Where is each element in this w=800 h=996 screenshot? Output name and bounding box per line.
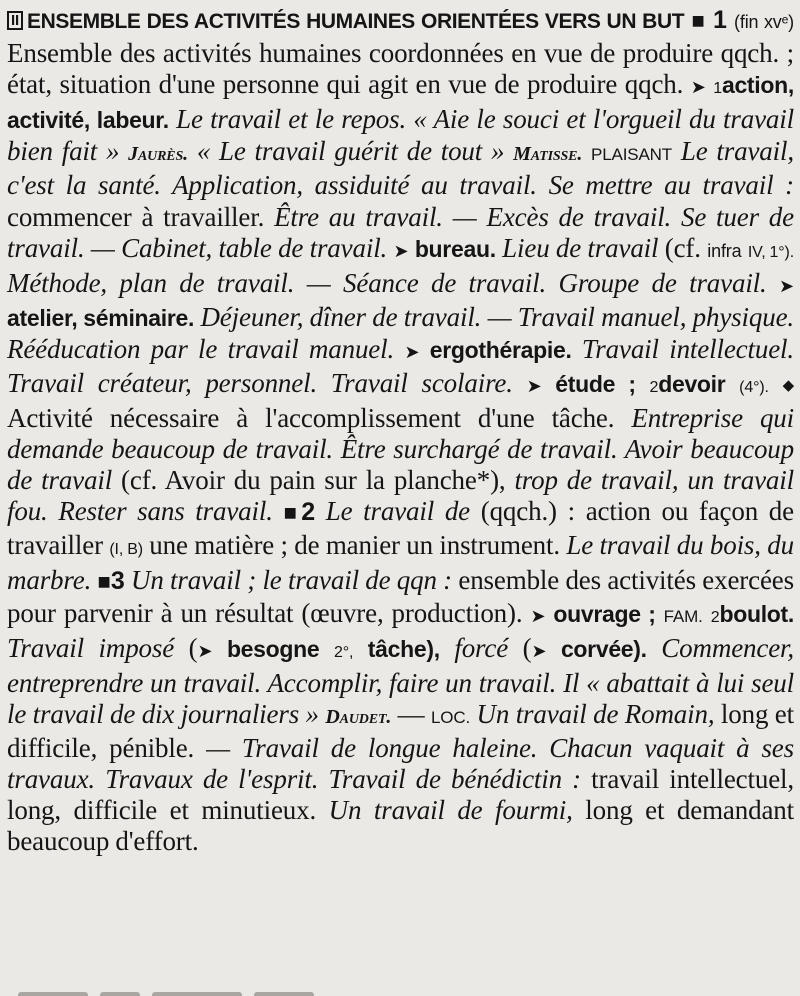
section-number: II bbox=[7, 11, 23, 30]
example: Commencer, entreprendre un travail. Accomplir, faire un travail. Il « abattait à lui seul le travail de dix journaliers » bbox=[7, 632, 795, 729]
example: Déjeuner, dîner de travail. — Travail manuel, physique. Rééducation par le travail manuel. bbox=[7, 301, 794, 364]
sense-number: 2 bbox=[301, 498, 316, 527]
example: Être au travail. — Excès de travail. Se tuer de travail. — Cabinet, table de travail. bbox=[7, 201, 794, 263]
example: Le travail et le repos. « Aie le souci et l'orgueil du travail bien fait » bbox=[7, 104, 794, 167]
cropped-next-line bbox=[18, 984, 348, 996]
right-arrowhead-icon: ➤ bbox=[197, 640, 213, 662]
example: trop de travail, un travail fou. Rester sans travail. bbox=[7, 465, 794, 527]
right-arrowhead-icon: ➤ bbox=[690, 77, 706, 99]
cross-reference-target: (4°). bbox=[739, 379, 769, 397]
example: Travail imposé bbox=[7, 632, 175, 663]
synonyms: atelier, séminaire. bbox=[7, 304, 195, 331]
square-bullet-icon: ■ bbox=[691, 13, 706, 29]
gloss: long et difficile, pénible. bbox=[7, 698, 794, 764]
example: forcé bbox=[454, 632, 509, 663]
cross-reference-target: IV, 1°). bbox=[747, 243, 795, 261]
example: « Le travail guérit de tout » bbox=[196, 136, 505, 167]
right-arrowhead-icon: ➤ bbox=[526, 376, 542, 398]
gloss: long et demandant beaucoup d'effort. bbox=[7, 795, 794, 857]
homonym-number: 2 bbox=[710, 608, 720, 626]
definition: Activité nécessaire à l'accomplissement d'une tâche. bbox=[7, 403, 615, 434]
example: Le travail du bois, du marbre. bbox=[7, 529, 794, 595]
dating: (fin xvᵉ) bbox=[734, 12, 795, 32]
right-arrowhead-icon: ➤ bbox=[530, 605, 546, 627]
synonyms: action, activité, labeur. bbox=[7, 72, 794, 134]
dictionary-entry: II ENSEMBLE DES ACTIVITÉS HUMAINES ORIENTÉES VERS UN BUT ■ 1 (fin xvᵉ) Ensemble des activités humaines coordonnées en vue de produire qqch. ; état, situation d'une personne qui agit en vue de produire qqch. ➤ 1action, activité, labeur. Le travail et le repos. « Aie le souci et l'orgueil du travail bien fait » Jaurès. « Le travail guérit de tout » Matisse. PLAISANT Le travail, c'est la santé. Application, assiduité au travail. Se mettre au travail : commencer à travailler. Être au travail. — Excès de travail. Se tuer de travail. — Cabinet, table de travail. ➤ bureau. Lieu de travail (cf. infra IV, 1°). Méthode, plan de travail. — Séance de travail. Groupe de travail. ➤ atelier, séminaire. Déjeuner, dîner de travail. — Travail manuel, physique. Rééducation par le travail manuel. ➤ ergothérapie. Travail intellectuel. Travail créateur, personnel. Travail scolaire. ➤ étude ; 2devoir (4°). ◆ Activité nécessaire à l'accomplissement d'une tâche. Entreprise qui demande beaucoup de travail. Être surchargé de travail. Avoir beaucoup de travail (cf. Avoir du pain sur la planche*), trop de travail, un travail fou. Rester sans travail. ■2 Le travail de (qqch.) : action ou façon de travailler (I, B) une matière ; de manier un instrument. Le travail du bois, du marbre. ■3 Un travail ; le travail de qqn : ensemble des activités exercées pour parvenir à un résultat (œuvre, production). ➤ ouvrage ; FAM. 2boulot. Travail imposé (➤ besogne 2°, tâche), forcé (➤ corvée). Commencer, entreprendre un travail. Accomplir, faire un travail. Il « abattait à lui seul le travail de dix journaliers » Daudet. — LOC. Un travail de Romain, long et difficile, pénible. — Travail de longue haleine. Chacun vaquait à ses travaux. Travaux de l'esprit. Travail de bénédictin : travail intellectuel, long, difficile et minutieux. Un travail de fourmi, long et demandant beaucoup d'effort. bbox=[7, 6, 795, 857]
definition: action ou façon de travailler bbox=[7, 496, 794, 560]
square-bullet-icon: ■ bbox=[283, 505, 302, 522]
definition: une matière ; de manier un instrument. bbox=[149, 529, 560, 560]
right-arrowhead-icon: ➤ bbox=[531, 640, 547, 662]
right-arrowhead-icon: ➤ bbox=[393, 240, 409, 262]
cross-reference-label: infra bbox=[707, 240, 742, 261]
cross-reference: (cf. Avoir du pain sur la planche*), bbox=[121, 465, 506, 496]
example: Le travail, c'est la santé. Application, assiduité au travail. Se mettre au travail : bbox=[7, 136, 794, 201]
synonyms: besogne bbox=[226, 635, 320, 662]
homonym-number: 2 bbox=[649, 379, 659, 397]
construction: (qqch.) : bbox=[480, 496, 575, 527]
cross-reference-target: 2°, bbox=[333, 643, 354, 661]
example: Entreprise qui demande beaucoup de travail. Être surchargé de travail. Avoir beaucoup de travail bbox=[7, 403, 794, 496]
example: Le travail de bbox=[325, 496, 471, 527]
homonym-number: 1 bbox=[713, 80, 722, 98]
usage-label: PLAISANT bbox=[591, 145, 673, 165]
example: Méthode, plan de travail. — Séance de travail. Groupe de travail. bbox=[7, 267, 767, 298]
definition: Ensemble des activités humaines coordonnées en vue de produire qqch. ; état, situation d'une personne qui agit en vue de produire qqch. bbox=[7, 38, 794, 100]
synonyms: étude ; bbox=[555, 371, 636, 398]
definition: ensemble des activités exercées pour parvenir à un résultat (œuvre, production). bbox=[7, 564, 794, 628]
synonyms: bureau. bbox=[414, 235, 496, 262]
section-heading: ENSEMBLE DES ACTIVITÉS HUMAINES ORIENTÉES VERS UN BUT bbox=[27, 10, 685, 33]
author-citation: Jaurès. bbox=[128, 143, 188, 166]
usage-label: LOC. bbox=[430, 707, 471, 727]
square-bullet-icon: ■ bbox=[97, 573, 111, 590]
example: Lieu de travail bbox=[502, 232, 659, 263]
diamond-icon: ◆ bbox=[782, 376, 794, 395]
author-citation: Daudet. bbox=[325, 705, 392, 728]
synonyms: ergothérapie. bbox=[429, 336, 572, 363]
synonyms: ouvrage ; bbox=[553, 600, 656, 627]
gloss: commencer à travailler. bbox=[7, 201, 265, 232]
cross-reference-open: (cf. bbox=[664, 232, 701, 263]
example: Un travail de fourmi, bbox=[328, 795, 573, 826]
example: — Travail de longue haleine. Chacun vaquait à ses travaux. Travaux de l'esprit. Travail de bénédictin : bbox=[7, 733, 794, 795]
example: Un travail ; le travail de qqn : bbox=[130, 564, 453, 595]
author-citation: Matisse. bbox=[513, 143, 583, 166]
sense-number: 3 bbox=[110, 566, 125, 595]
cross-reference-target: (I, B) bbox=[109, 540, 143, 558]
synonyms: corvée). bbox=[560, 635, 647, 662]
example: Travail intellectuel. Travail créateur, personnel. Travail scolaire. bbox=[7, 333, 794, 399]
right-arrowhead-icon: ➤ bbox=[779, 275, 794, 297]
right-arrowhead-icon: ➤ bbox=[404, 341, 420, 363]
synonyms: boulot. bbox=[719, 600, 794, 627]
synonyms: tâche), bbox=[367, 635, 440, 662]
example: Un travail de Romain, bbox=[476, 698, 715, 729]
sense-number: 1 bbox=[712, 6, 727, 34]
synonyms: devoir bbox=[658, 371, 726, 398]
usage-label: FAM. bbox=[663, 606, 703, 626]
gloss: travail intellectuel, long, difficile et minutieux. bbox=[7, 764, 794, 826]
